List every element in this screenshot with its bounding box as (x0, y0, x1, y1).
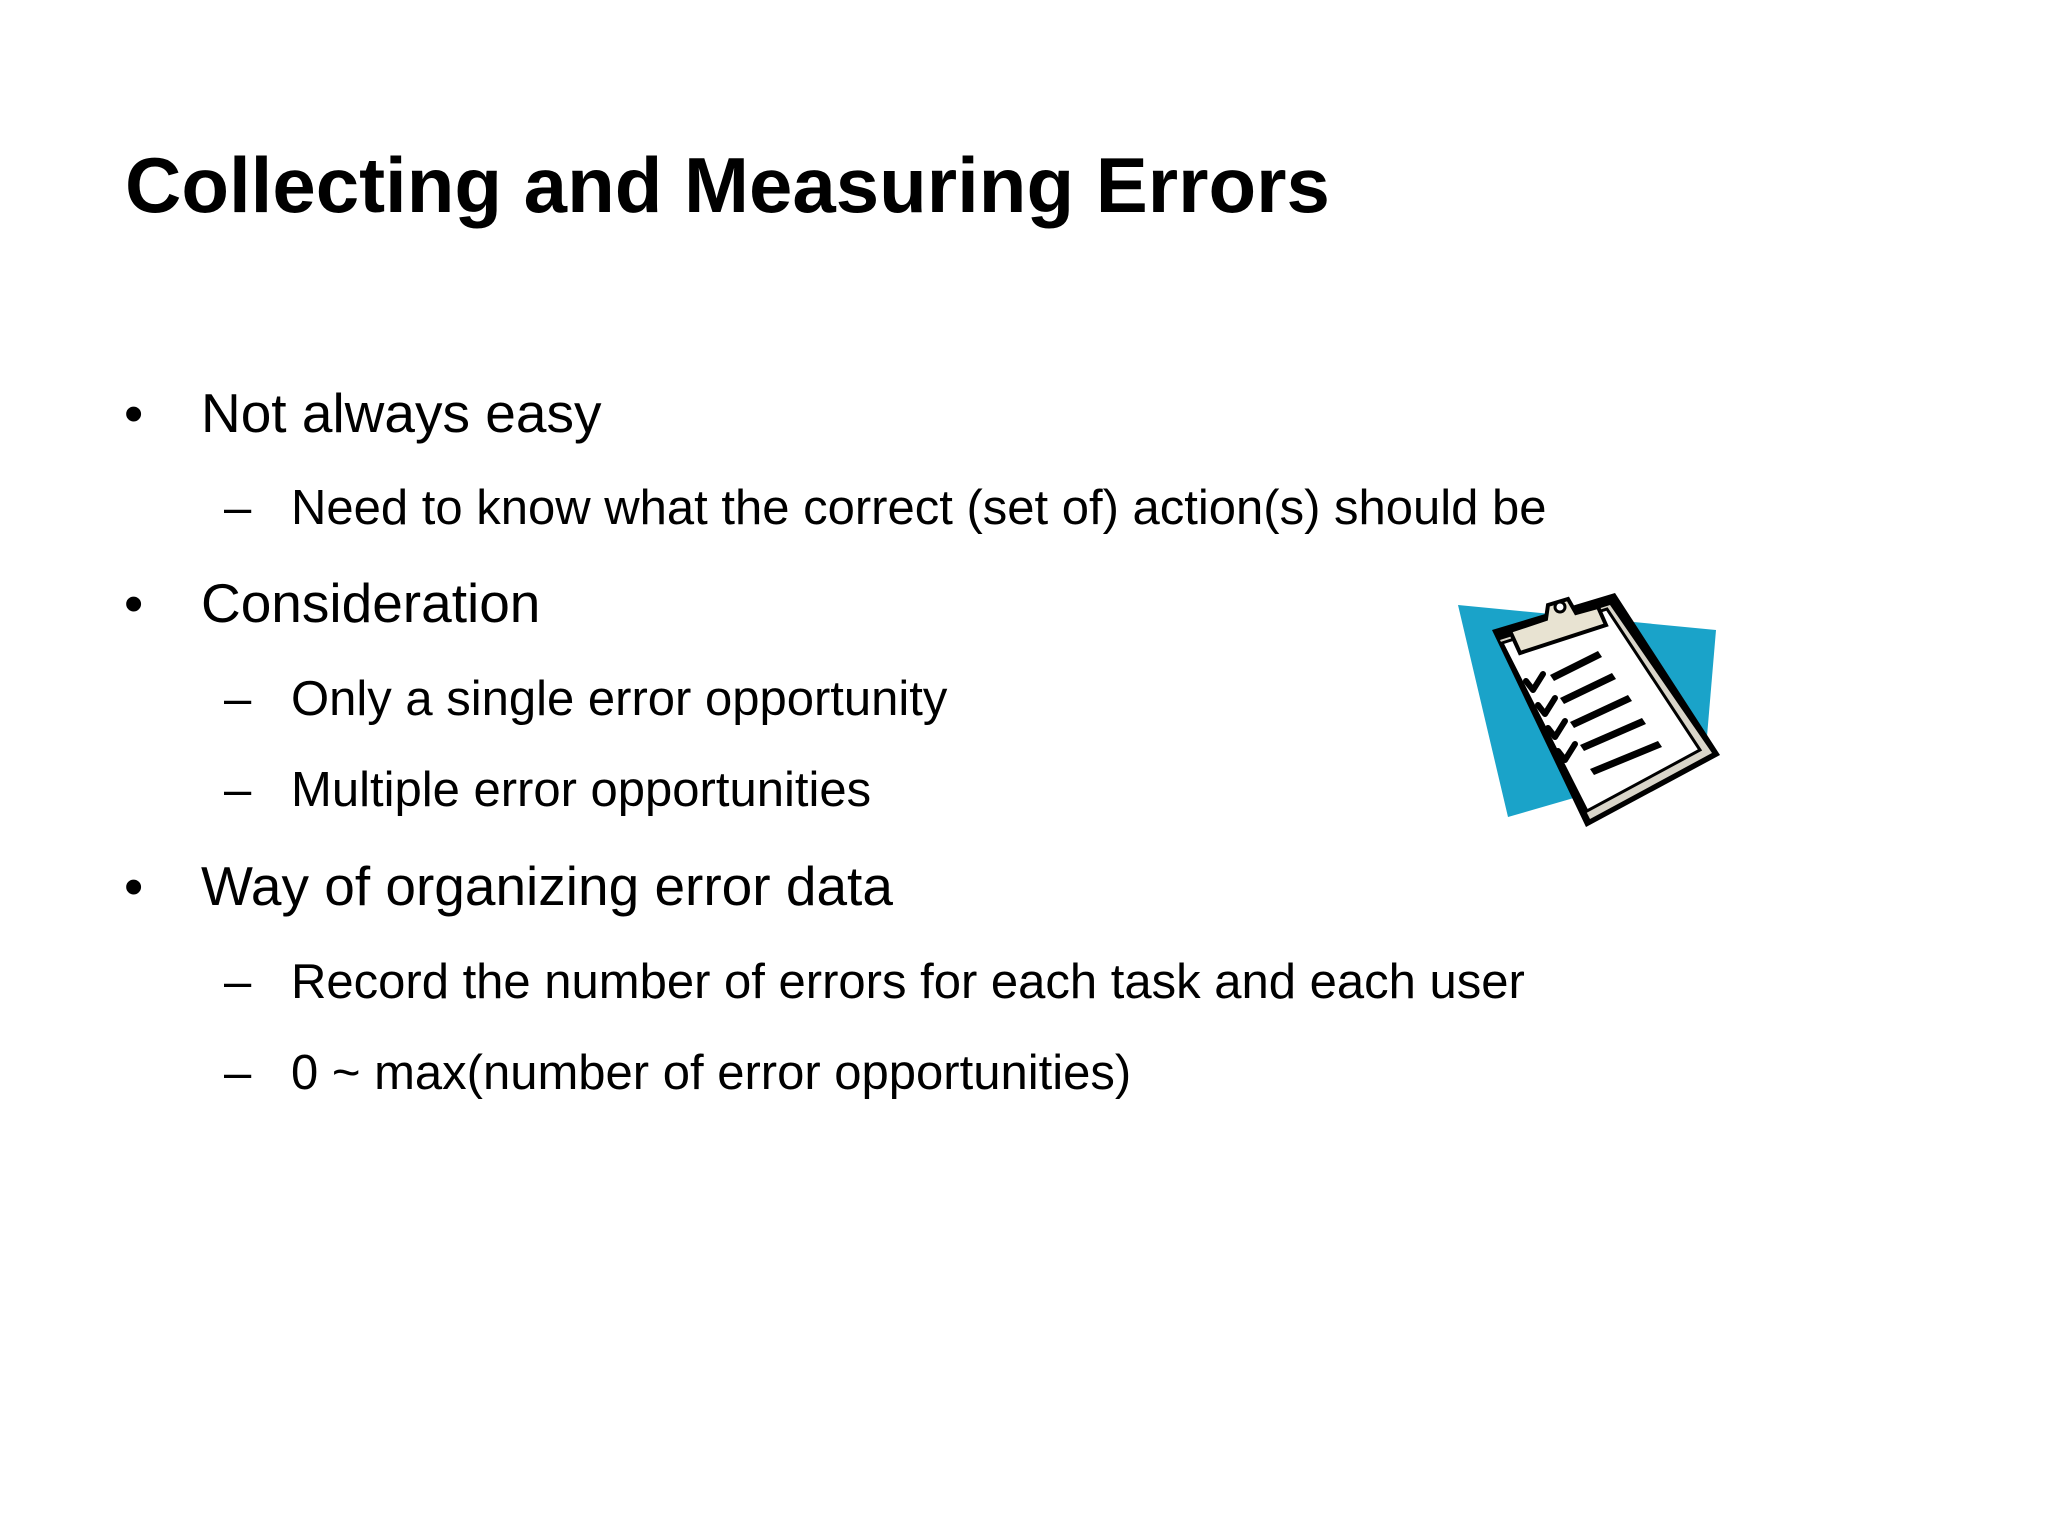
sub-bullet-marker: – (224, 955, 252, 1009)
sub-bullet-marker: – (224, 1046, 252, 1100)
bullet-text: Way of organizing error data (201, 855, 893, 917)
clipboard-clip-hole (1555, 602, 1565, 612)
bullet-marker: • (124, 855, 144, 917)
sub-bullet-marker: – (224, 672, 252, 726)
sub-bullet-text: Need to know what the correct (set of) action(s) should be (291, 481, 1547, 535)
sub-bullet-text: Only a single error opportunity (291, 672, 948, 726)
sub-bullet-text: Record the number of errors for each task and each user (291, 955, 1525, 1009)
sub-bullet-marker: – (224, 481, 252, 535)
bullet-marker: • (124, 572, 144, 634)
sub-bullet-marker: – (224, 763, 252, 817)
slide-title: Collecting and Measuring Errors (125, 141, 1330, 229)
bullet-marker: • (124, 382, 144, 444)
clipboard-checklist-icon (1450, 585, 1720, 830)
sub-bullet-text: Multiple error opportunities (291, 763, 872, 817)
bullet-text: Not always easy (201, 382, 602, 444)
bullet-text: Consideration (201, 572, 541, 634)
sub-bullet-text: 0 ~ max(number of error opportunities) (291, 1046, 1132, 1100)
